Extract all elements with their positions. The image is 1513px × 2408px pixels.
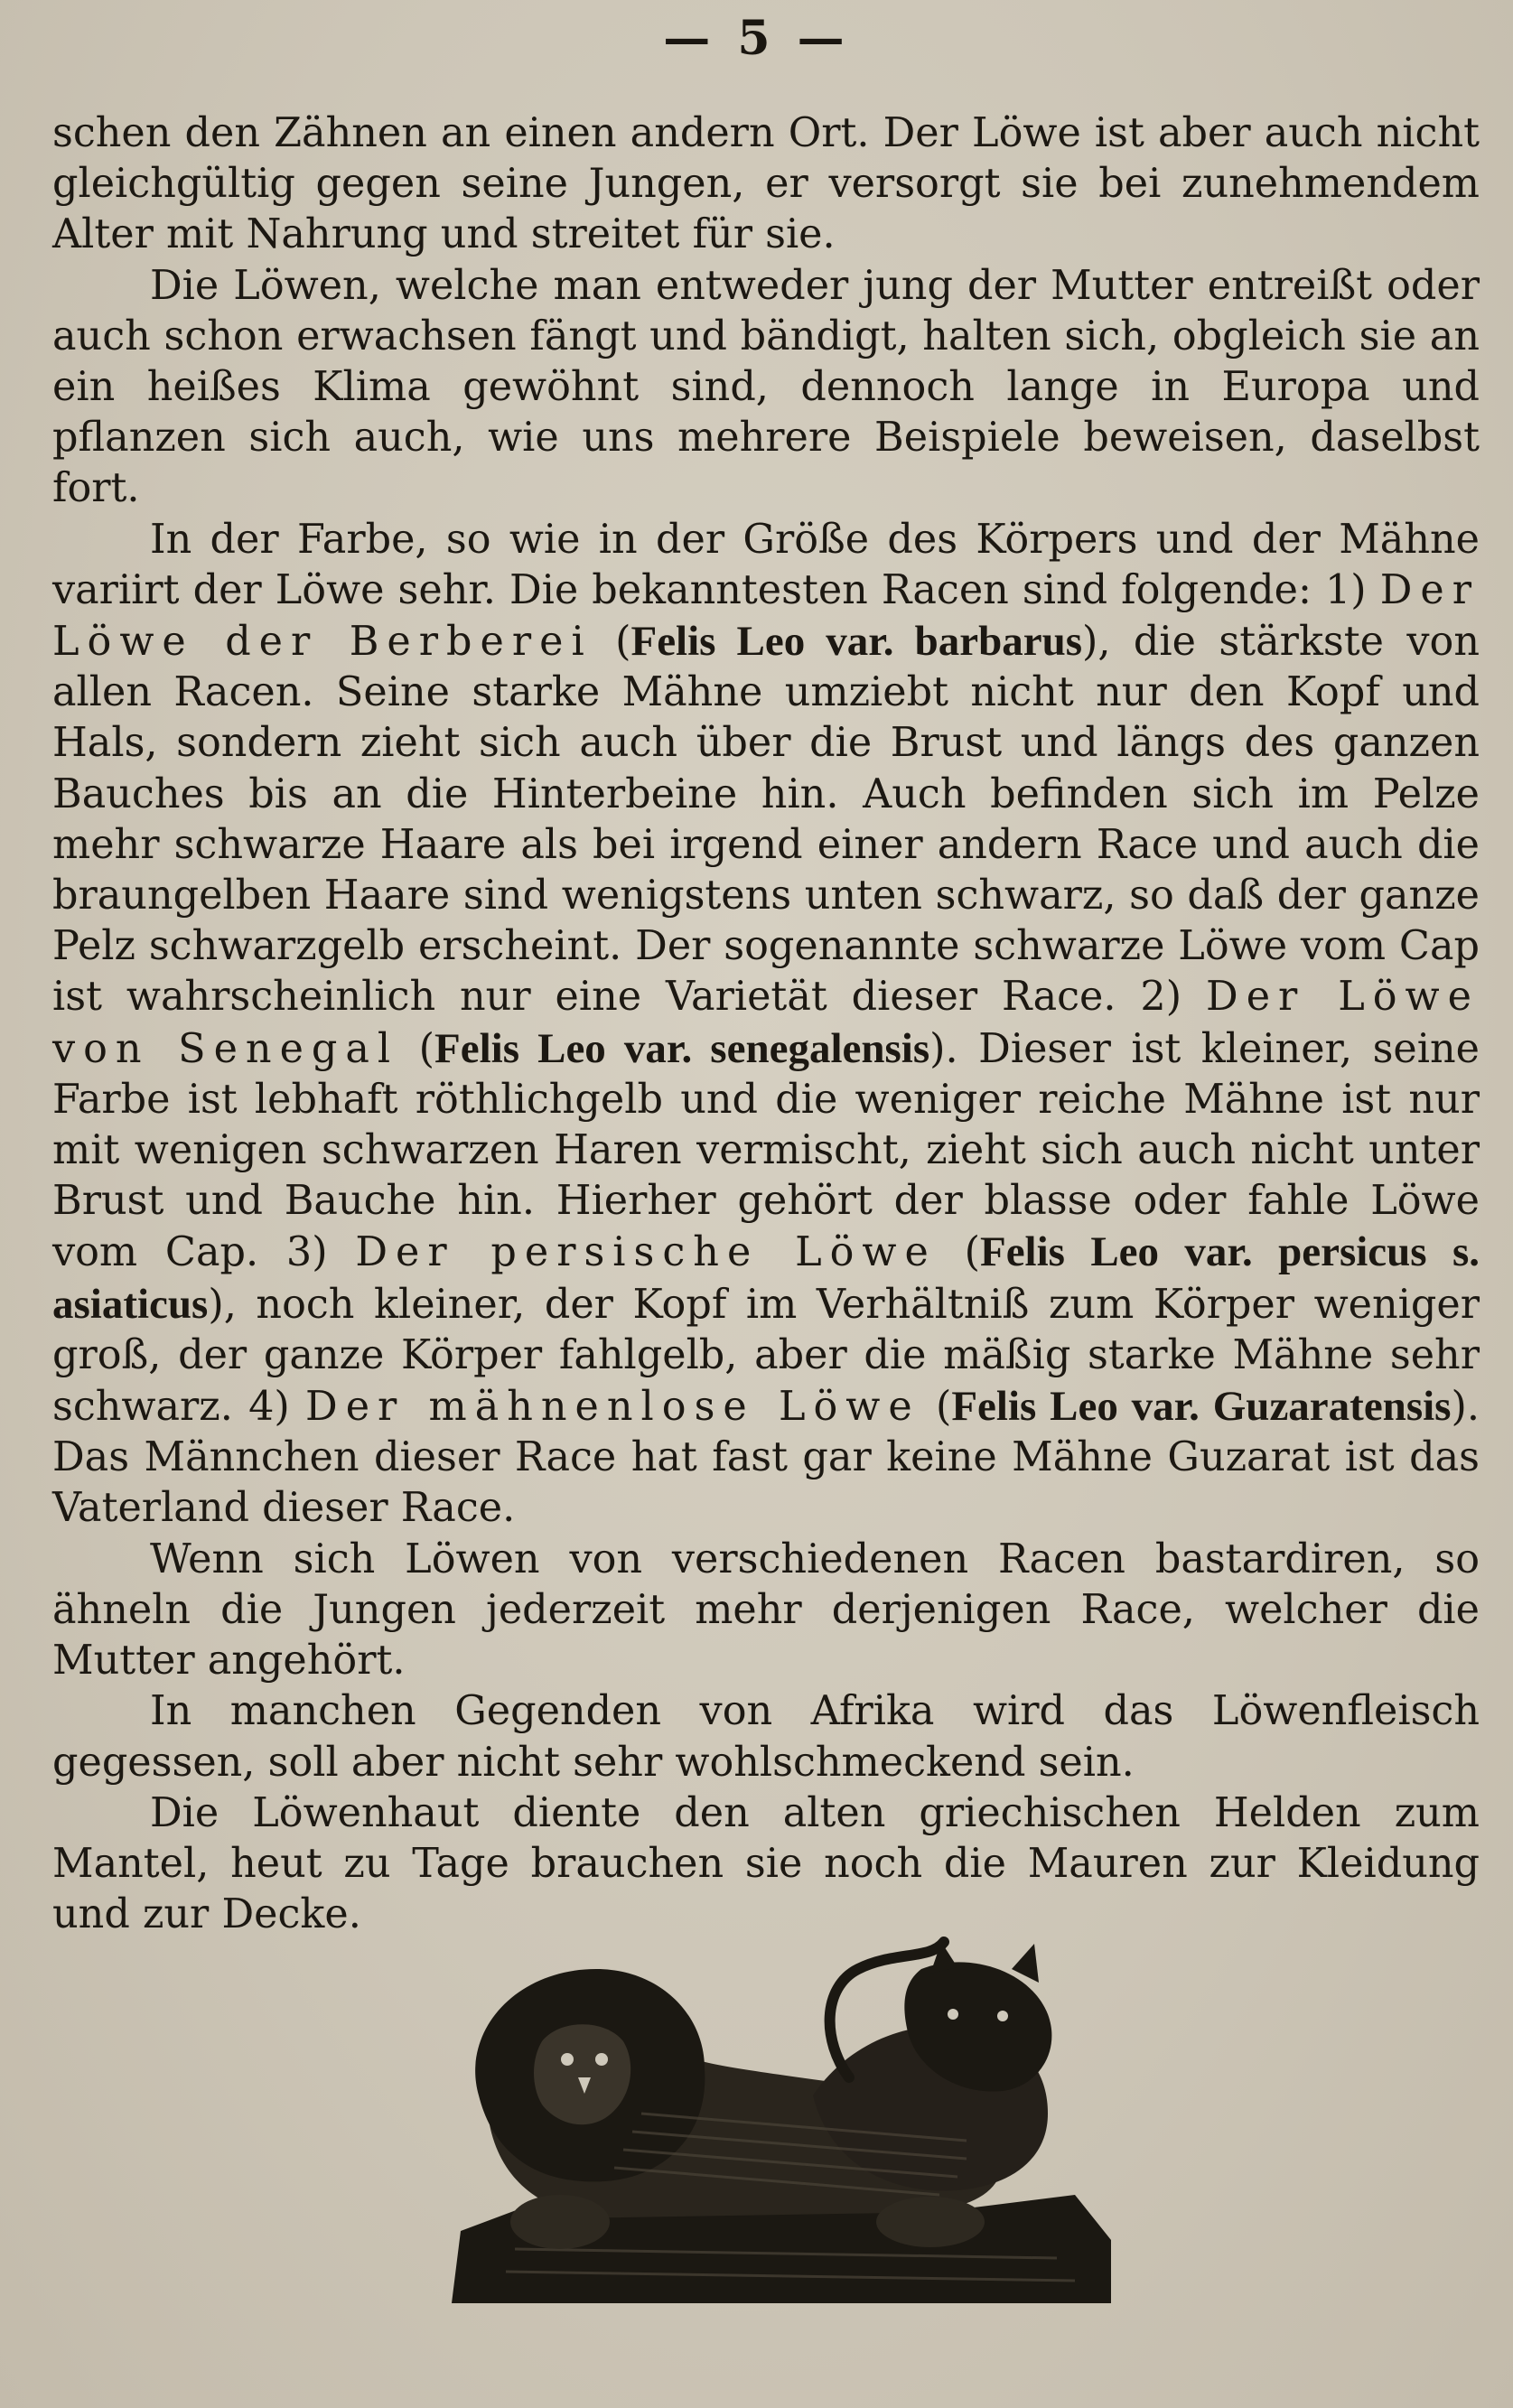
text-run: In der Farbe, so wie in der Größe des Körpers und der Mähne variirt der Löwe sehr. Die bekanntesten Racen sind folgende: 1) xyxy=(52,516,1480,613)
lioness-ear-right xyxy=(1012,1944,1039,1983)
race-heading: Der Löwe von Senegal xyxy=(52,974,1480,1072)
text-run: ), die stärkste von allen Racen. Seine starke Mähne umziebt nicht nur den Kopf und Hals, sondern zieht sich auch über die Brust und längs des ganzen Bauches bis an die Hinterbeine hin. Auch befinden sich im Pelze mehr schwarze Haare als bei irgend einer andern Race und auch die braungelben Haare sind wenigstens unten schwarz, so daß der ganze Pelz schwarzgelb erscheint. Der sogenannte schwarze Löwe vom Cap ist wahrscheinlich nur eine Varietät dieser Race. 2) xyxy=(52,619,1480,1021)
text-run: In manchen Gegenden von Afrika wird das Löwenfleisch gegessen, soll aber nicht sehr wohlschmeckend sein. xyxy=(52,1688,1480,1786)
paragraph xyxy=(52,515,1480,1535)
paragraph xyxy=(52,261,1480,515)
latin-name: Felis Leo var. senegalensis xyxy=(434,1024,930,1072)
lion-eye-left xyxy=(561,2053,574,2066)
lioness-eye-left xyxy=(948,2009,958,2020)
text-run: ), noch kleiner, der Kopf im Verhältniß zum Körper weniger groß, der ganze Körper fahlgelb, aber die mäßig starke Mähne sehr schwarz. 4) xyxy=(52,1281,1480,1431)
race-heading: Der mähnenlose Löwe xyxy=(305,1384,920,1431)
paragraph xyxy=(52,108,1480,261)
article-body xyxy=(52,108,1480,1940)
paragraph xyxy=(52,1686,1480,1787)
race-heading: Der persische Löwe xyxy=(355,1229,937,1276)
text-run: ( xyxy=(592,619,631,666)
text-run: Wenn sich Löwen von verschiedenen Racen bastardiren, so ähneln die Jungen jederzeit mehr derjenigen Race, welcher die Mutter angehört. xyxy=(52,1535,1480,1685)
lion-and-lioness-woodcut-icon xyxy=(425,1933,1129,2312)
latin-name: Felis Leo var. Guzaratensis xyxy=(951,1383,1452,1431)
lion-eye-right xyxy=(595,2053,608,2066)
text-run: ( xyxy=(920,1384,952,1431)
latin-name: Felis Leo var. barbarus xyxy=(630,618,1082,666)
paragraph xyxy=(52,1788,1480,1941)
latin-name: Felis Leo var. persicus s. asiaticus xyxy=(52,1228,1480,1328)
text-run: schen den Zähnen an einen andern Ort. Der Löwe ist aber auch nicht gleichgültig gegen seine Jungen, er versorgt sie bei zunehmendem Alter mit Nahrung und streitet für sie. xyxy=(52,110,1480,258)
paragraph xyxy=(52,1535,1480,1687)
text-run: ). Das Männchen dieser Race hat fast gar keine Mähne Guzarat ist das Vaterland dieser Race. xyxy=(52,1384,1480,1532)
lioness-eye-right xyxy=(997,2011,1008,2021)
lion-woodcut-illustration xyxy=(425,1933,1129,2312)
text-run: Die Löwen, welche man entweder jung der Mutter entreißt oder auch schon erwachsen fängt und bändigt, halten sich, obgleich sie an ein heißes Klima gewöhnt sind, dennoch lange in Europa und pflanzen sich auch, wie uns mehrere Beispiele beweisen, daselbst fort. xyxy=(52,262,1480,512)
cub-left xyxy=(510,2195,610,2249)
text-run: Die Löwenhaut diente den alten griechischen Helden zum Mantel, heut zu Tage brauchen sie noch die Mauren zur Kleidung und zur Decke. xyxy=(52,1789,1480,1938)
page-number: — 5 — xyxy=(663,11,850,66)
text-run: ( xyxy=(936,1229,980,1276)
text-run: ). Dieser ist kleiner, seine Farbe ist lebhaft röthlichgelb und die weniger reiche Mähne ist nur mit wenigen schwarzen Haren vermischt, zieht sich auch nicht unter Brust und Bauche hin. Hierher gehört der blasse oder fahle Löwe vom Cap. 3) xyxy=(52,1025,1480,1276)
text-run: ( xyxy=(398,1025,435,1072)
race-heading: Der Löwe der Berberei xyxy=(52,566,1480,666)
cub-right xyxy=(876,2197,985,2247)
